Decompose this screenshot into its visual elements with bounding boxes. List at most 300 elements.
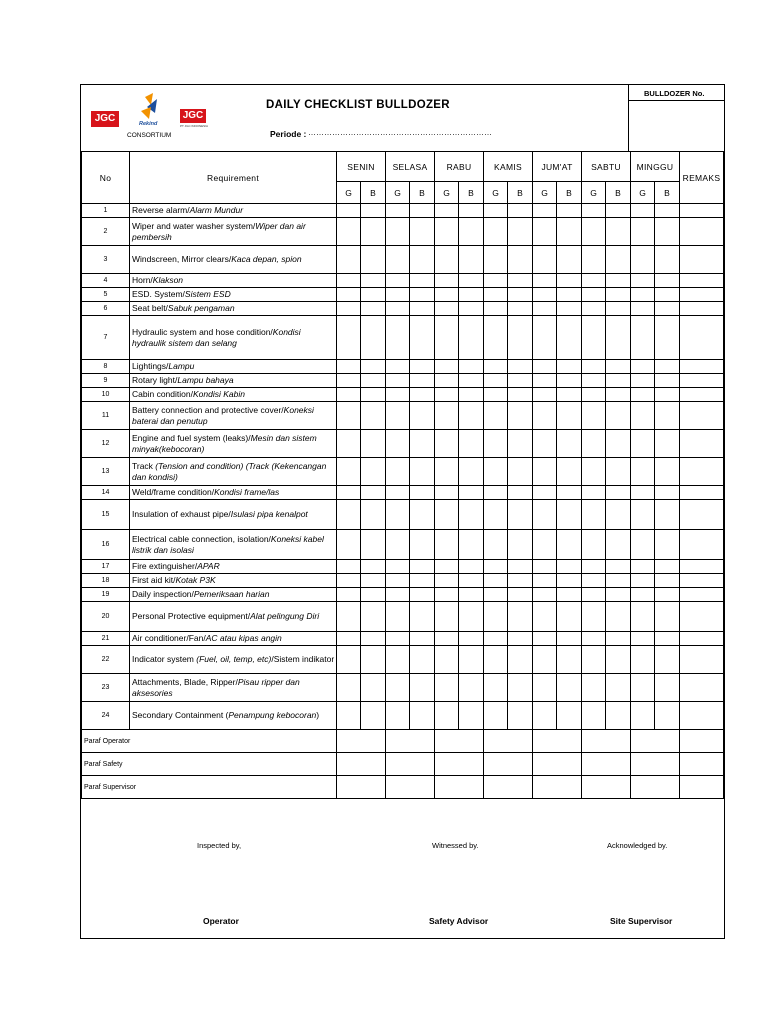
check-cell[interactable] [484, 204, 508, 218]
check-cell[interactable] [410, 646, 435, 674]
remarks-cell[interactable] [680, 588, 724, 602]
check-cell[interactable] [337, 402, 361, 430]
remarks-cell[interactable] [680, 302, 724, 316]
check-cell[interactable] [655, 602, 680, 632]
check-cell[interactable] [484, 574, 508, 588]
check-cell[interactable] [386, 646, 410, 674]
paraf-cell[interactable] [435, 776, 484, 799]
check-cell[interactable] [606, 288, 631, 302]
check-cell[interactable] [557, 602, 582, 632]
remarks-cell[interactable] [680, 458, 724, 486]
check-cell[interactable] [533, 360, 557, 374]
check-cell[interactable] [435, 602, 459, 632]
check-cell[interactable] [386, 560, 410, 574]
check-cell[interactable] [410, 500, 435, 530]
check-cell[interactable] [361, 646, 386, 674]
check-cell[interactable] [582, 374, 606, 388]
check-cell[interactable] [484, 374, 508, 388]
check-cell[interactable] [631, 302, 655, 316]
check-cell[interactable] [337, 218, 361, 246]
check-cell[interactable] [410, 246, 435, 274]
check-cell[interactable] [533, 530, 557, 560]
check-cell[interactable] [484, 632, 508, 646]
check-cell[interactable] [435, 218, 459, 246]
check-cell[interactable] [435, 388, 459, 402]
check-cell[interactable] [435, 458, 459, 486]
check-cell[interactable] [410, 588, 435, 602]
check-cell[interactable] [508, 560, 533, 574]
check-cell[interactable] [459, 702, 484, 730]
check-cell[interactable] [508, 274, 533, 288]
paraf-remarks-cell[interactable] [680, 730, 724, 753]
check-cell[interactable] [631, 218, 655, 246]
check-cell[interactable] [582, 430, 606, 458]
check-cell[interactable] [435, 374, 459, 388]
check-cell[interactable] [533, 246, 557, 274]
check-cell[interactable] [631, 430, 655, 458]
check-cell[interactable] [361, 302, 386, 316]
check-cell[interactable] [386, 302, 410, 316]
check-cell[interactable] [533, 674, 557, 702]
check-cell[interactable] [508, 374, 533, 388]
check-cell[interactable] [386, 602, 410, 632]
remarks-cell[interactable] [680, 602, 724, 632]
check-cell[interactable] [631, 360, 655, 374]
check-cell[interactable] [361, 674, 386, 702]
check-cell[interactable] [582, 702, 606, 730]
check-cell[interactable] [337, 316, 361, 360]
paraf-cell[interactable] [386, 730, 435, 753]
check-cell[interactable] [508, 288, 533, 302]
check-cell[interactable] [435, 632, 459, 646]
check-cell[interactable] [386, 702, 410, 730]
paraf-cell[interactable] [484, 776, 533, 799]
remarks-cell[interactable] [680, 402, 724, 430]
check-cell[interactable] [508, 246, 533, 274]
check-cell[interactable] [508, 588, 533, 602]
check-cell[interactable] [459, 430, 484, 458]
check-cell[interactable] [386, 388, 410, 402]
check-cell[interactable] [459, 574, 484, 588]
remarks-cell[interactable] [680, 574, 724, 588]
check-cell[interactable] [361, 374, 386, 388]
check-cell[interactable] [508, 302, 533, 316]
check-cell[interactable] [435, 274, 459, 288]
check-cell[interactable] [386, 402, 410, 430]
check-cell[interactable] [655, 360, 680, 374]
check-cell[interactable] [337, 560, 361, 574]
check-cell[interactable] [459, 402, 484, 430]
check-cell[interactable] [582, 458, 606, 486]
check-cell[interactable] [459, 646, 484, 674]
check-cell[interactable] [459, 588, 484, 602]
check-cell[interactable] [410, 486, 435, 500]
check-cell[interactable] [435, 588, 459, 602]
paraf-cell[interactable] [631, 753, 680, 776]
check-cell[interactable] [508, 674, 533, 702]
check-cell[interactable] [386, 530, 410, 560]
check-cell[interactable] [459, 500, 484, 530]
remarks-cell[interactable] [680, 500, 724, 530]
check-cell[interactable] [533, 218, 557, 246]
check-cell[interactable] [508, 360, 533, 374]
remarks-cell[interactable] [680, 388, 724, 402]
check-cell[interactable] [631, 500, 655, 530]
check-cell[interactable] [361, 288, 386, 302]
remarks-cell[interactable] [680, 646, 724, 674]
check-cell[interactable] [484, 218, 508, 246]
check-cell[interactable] [361, 388, 386, 402]
check-cell[interactable] [582, 632, 606, 646]
check-cell[interactable] [557, 530, 582, 560]
check-cell[interactable] [582, 402, 606, 430]
check-cell[interactable] [655, 702, 680, 730]
remarks-cell[interactable] [680, 274, 724, 288]
remarks-cell[interactable] [680, 218, 724, 246]
check-cell[interactable] [361, 530, 386, 560]
paraf-cell[interactable] [582, 753, 631, 776]
check-cell[interactable] [410, 602, 435, 632]
check-cell[interactable] [655, 274, 680, 288]
check-cell[interactable] [508, 602, 533, 632]
check-cell[interactable] [533, 274, 557, 288]
remarks-cell[interactable] [680, 560, 724, 574]
check-cell[interactable] [410, 402, 435, 430]
paraf-remarks-cell[interactable] [680, 776, 724, 799]
check-cell[interactable] [631, 560, 655, 574]
check-cell[interactable] [557, 360, 582, 374]
check-cell[interactable] [435, 500, 459, 530]
check-cell[interactable] [508, 530, 533, 560]
check-cell[interactable] [435, 702, 459, 730]
check-cell[interactable] [631, 602, 655, 632]
check-cell[interactable] [484, 530, 508, 560]
check-cell[interactable] [361, 430, 386, 458]
check-cell[interactable] [337, 360, 361, 374]
check-cell[interactable] [582, 204, 606, 218]
check-cell[interactable] [631, 646, 655, 674]
paraf-remarks-cell[interactable] [680, 753, 724, 776]
check-cell[interactable] [606, 602, 631, 632]
check-cell[interactable] [606, 302, 631, 316]
check-cell[interactable] [459, 602, 484, 632]
paraf-cell[interactable] [435, 753, 484, 776]
check-cell[interactable] [386, 246, 410, 274]
check-cell[interactable] [361, 218, 386, 246]
check-cell[interactable] [631, 458, 655, 486]
check-cell[interactable] [337, 588, 361, 602]
check-cell[interactable] [606, 204, 631, 218]
check-cell[interactable] [386, 218, 410, 246]
check-cell[interactable] [533, 402, 557, 430]
check-cell[interactable] [386, 204, 410, 218]
check-cell[interactable] [459, 388, 484, 402]
check-cell[interactable] [533, 316, 557, 360]
check-cell[interactable] [606, 458, 631, 486]
check-cell[interactable] [606, 430, 631, 458]
check-cell[interactable] [459, 674, 484, 702]
paraf-cell[interactable] [582, 730, 631, 753]
check-cell[interactable] [533, 702, 557, 730]
check-cell[interactable] [557, 316, 582, 360]
check-cell[interactable] [631, 374, 655, 388]
check-cell[interactable] [557, 702, 582, 730]
check-cell[interactable] [337, 486, 361, 500]
check-cell[interactable] [361, 402, 386, 430]
check-cell[interactable] [361, 360, 386, 374]
check-cell[interactable] [557, 274, 582, 288]
check-cell[interactable] [484, 246, 508, 274]
check-cell[interactable] [337, 646, 361, 674]
check-cell[interactable] [386, 588, 410, 602]
check-cell[interactable] [484, 430, 508, 458]
check-cell[interactable] [386, 360, 410, 374]
check-cell[interactable] [655, 402, 680, 430]
check-cell[interactable] [484, 702, 508, 730]
check-cell[interactable] [631, 588, 655, 602]
check-cell[interactable] [606, 388, 631, 402]
check-cell[interactable] [337, 632, 361, 646]
check-cell[interactable] [655, 302, 680, 316]
check-cell[interactable] [435, 316, 459, 360]
check-cell[interactable] [386, 274, 410, 288]
check-cell[interactable] [631, 574, 655, 588]
check-cell[interactable] [361, 274, 386, 288]
check-cell[interactable] [533, 500, 557, 530]
bulldozer-no-field[interactable] [629, 101, 724, 150]
check-cell[interactable] [361, 588, 386, 602]
check-cell[interactable] [655, 674, 680, 702]
check-cell[interactable] [533, 486, 557, 500]
check-cell[interactable] [557, 574, 582, 588]
check-cell[interactable] [606, 702, 631, 730]
check-cell[interactable] [410, 316, 435, 360]
check-cell[interactable] [606, 274, 631, 288]
paraf-cell[interactable] [386, 776, 435, 799]
check-cell[interactable] [508, 430, 533, 458]
check-cell[interactable] [631, 632, 655, 646]
check-cell[interactable] [557, 430, 582, 458]
remarks-cell[interactable] [680, 702, 724, 730]
check-cell[interactable] [386, 458, 410, 486]
check-cell[interactable] [557, 388, 582, 402]
check-cell[interactable] [337, 430, 361, 458]
check-cell[interactable] [557, 302, 582, 316]
check-cell[interactable] [410, 388, 435, 402]
check-cell[interactable] [484, 588, 508, 602]
paraf-cell[interactable] [533, 776, 582, 799]
check-cell[interactable] [533, 602, 557, 632]
remarks-cell[interactable] [680, 530, 724, 560]
check-cell[interactable] [410, 530, 435, 560]
check-cell[interactable] [606, 574, 631, 588]
check-cell[interactable] [606, 560, 631, 574]
check-cell[interactable] [631, 674, 655, 702]
check-cell[interactable] [606, 674, 631, 702]
check-cell[interactable] [557, 646, 582, 674]
check-cell[interactable] [582, 360, 606, 374]
check-cell[interactable] [606, 486, 631, 500]
check-cell[interactable] [582, 500, 606, 530]
check-cell[interactable] [533, 646, 557, 674]
paraf-cell[interactable] [337, 730, 386, 753]
check-cell[interactable] [484, 458, 508, 486]
check-cell[interactable] [508, 388, 533, 402]
check-cell[interactable] [459, 204, 484, 218]
check-cell[interactable] [557, 218, 582, 246]
check-cell[interactable] [435, 574, 459, 588]
check-cell[interactable] [557, 458, 582, 486]
check-cell[interactable] [484, 560, 508, 574]
check-cell[interactable] [484, 674, 508, 702]
check-cell[interactable] [557, 246, 582, 274]
paraf-cell[interactable] [484, 753, 533, 776]
check-cell[interactable] [410, 458, 435, 486]
check-cell[interactable] [484, 316, 508, 360]
remarks-cell[interactable] [680, 374, 724, 388]
check-cell[interactable] [337, 602, 361, 632]
check-cell[interactable] [631, 388, 655, 402]
check-cell[interactable] [361, 500, 386, 530]
check-cell[interactable] [508, 316, 533, 360]
check-cell[interactable] [435, 530, 459, 560]
check-cell[interactable] [655, 388, 680, 402]
check-cell[interactable] [459, 288, 484, 302]
check-cell[interactable] [533, 204, 557, 218]
check-cell[interactable] [533, 288, 557, 302]
check-cell[interactable] [655, 530, 680, 560]
check-cell[interactable] [337, 500, 361, 530]
check-cell[interactable] [435, 204, 459, 218]
check-cell[interactable] [484, 602, 508, 632]
check-cell[interactable] [386, 500, 410, 530]
check-cell[interactable] [337, 530, 361, 560]
remarks-cell[interactable] [680, 674, 724, 702]
check-cell[interactable] [386, 430, 410, 458]
check-cell[interactable] [606, 402, 631, 430]
check-cell[interactable] [508, 702, 533, 730]
check-cell[interactable] [655, 458, 680, 486]
check-cell[interactable] [361, 560, 386, 574]
check-cell[interactable] [557, 588, 582, 602]
check-cell[interactable] [484, 402, 508, 430]
check-cell[interactable] [410, 374, 435, 388]
check-cell[interactable] [655, 646, 680, 674]
check-cell[interactable] [337, 246, 361, 274]
check-cell[interactable] [386, 288, 410, 302]
check-cell[interactable] [337, 302, 361, 316]
check-cell[interactable] [631, 288, 655, 302]
check-cell[interactable] [435, 430, 459, 458]
check-cell[interactable] [557, 374, 582, 388]
paraf-cell[interactable] [582, 776, 631, 799]
check-cell[interactable] [655, 204, 680, 218]
check-cell[interactable] [435, 402, 459, 430]
check-cell[interactable] [410, 274, 435, 288]
check-cell[interactable] [606, 374, 631, 388]
check-cell[interactable] [484, 288, 508, 302]
check-cell[interactable] [459, 374, 484, 388]
check-cell[interactable] [582, 588, 606, 602]
check-cell[interactable] [557, 486, 582, 500]
check-cell[interactable] [435, 302, 459, 316]
check-cell[interactable] [484, 360, 508, 374]
check-cell[interactable] [631, 530, 655, 560]
check-cell[interactable] [508, 646, 533, 674]
check-cell[interactable] [386, 374, 410, 388]
check-cell[interactable] [361, 574, 386, 588]
check-cell[interactable] [386, 316, 410, 360]
check-cell[interactable] [508, 458, 533, 486]
check-cell[interactable] [361, 632, 386, 646]
paraf-cell[interactable] [533, 753, 582, 776]
check-cell[interactable] [459, 274, 484, 288]
check-cell[interactable] [386, 674, 410, 702]
check-cell[interactable] [655, 500, 680, 530]
check-cell[interactable] [631, 402, 655, 430]
check-cell[interactable] [410, 632, 435, 646]
check-cell[interactable] [508, 402, 533, 430]
check-cell[interactable] [508, 218, 533, 246]
check-cell[interactable] [410, 702, 435, 730]
check-cell[interactable] [655, 218, 680, 246]
check-cell[interactable] [337, 458, 361, 486]
check-cell[interactable] [410, 360, 435, 374]
remarks-cell[interactable] [680, 316, 724, 360]
paraf-cell[interactable] [631, 730, 680, 753]
check-cell[interactable] [459, 316, 484, 360]
check-cell[interactable] [410, 674, 435, 702]
check-cell[interactable] [410, 218, 435, 246]
check-cell[interactable] [655, 632, 680, 646]
check-cell[interactable] [606, 360, 631, 374]
check-cell[interactable] [337, 374, 361, 388]
remarks-cell[interactable] [680, 632, 724, 646]
check-cell[interactable] [557, 500, 582, 530]
check-cell[interactable] [557, 402, 582, 430]
check-cell[interactable] [459, 530, 484, 560]
check-cell[interactable] [410, 560, 435, 574]
check-cell[interactable] [582, 602, 606, 632]
check-cell[interactable] [459, 360, 484, 374]
check-cell[interactable] [386, 486, 410, 500]
check-cell[interactable] [655, 374, 680, 388]
check-cell[interactable] [606, 632, 631, 646]
check-cell[interactable] [606, 246, 631, 274]
check-cell[interactable] [631, 702, 655, 730]
check-cell[interactable] [533, 430, 557, 458]
check-cell[interactable] [337, 288, 361, 302]
check-cell[interactable] [484, 274, 508, 288]
check-cell[interactable] [533, 458, 557, 486]
check-cell[interactable] [435, 246, 459, 274]
paraf-cell[interactable] [631, 776, 680, 799]
check-cell[interactable] [410, 302, 435, 316]
check-cell[interactable] [582, 218, 606, 246]
check-cell[interactable] [655, 588, 680, 602]
check-cell[interactable] [361, 204, 386, 218]
check-cell[interactable] [337, 574, 361, 588]
check-cell[interactable] [459, 560, 484, 574]
check-cell[interactable] [631, 486, 655, 500]
check-cell[interactable] [459, 632, 484, 646]
check-cell[interactable] [606, 500, 631, 530]
remarks-cell[interactable] [680, 430, 724, 458]
remarks-cell[interactable] [680, 360, 724, 374]
check-cell[interactable] [557, 204, 582, 218]
check-cell[interactable] [631, 204, 655, 218]
check-cell[interactable] [655, 430, 680, 458]
